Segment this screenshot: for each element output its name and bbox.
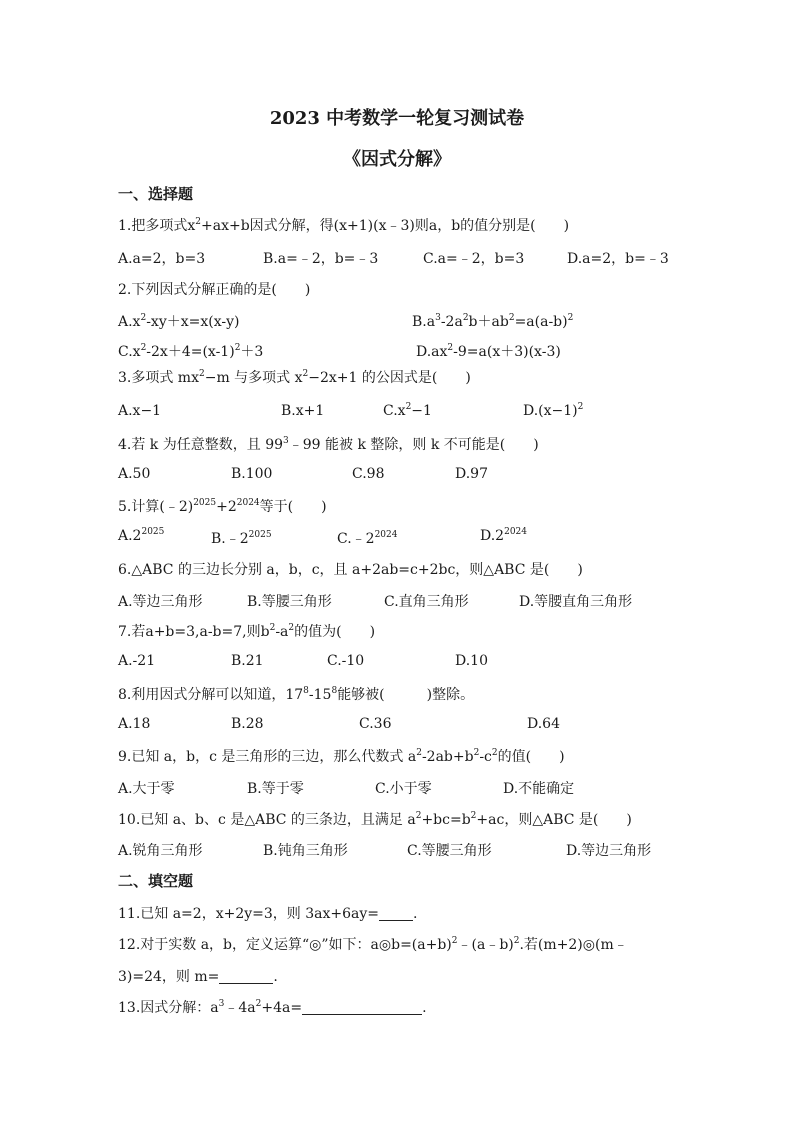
answer-blank[interactable] — [302, 1000, 422, 1015]
q5-option-a: $A.2^{2025}$ — [118, 527, 165, 544]
q6-option-c: C.直角三角形 — [384, 594, 469, 610]
q8-option-a: A.18 — [118, 716, 151, 732]
question-10: 10.已知 a、b、c 是△ABC 的三条边，且满足 $a^2+bc=b^2+ac$，则△ABC 是( ) — [118, 811, 632, 828]
q5-option-c: $C.﹣2^{2024}$ — [337, 530, 398, 547]
answer-blank[interactable] — [219, 969, 273, 984]
q4-option-d: D.97 — [455, 466, 488, 482]
q10-option-d: D.等边三角形 — [566, 843, 652, 859]
answer-blank[interactable] — [379, 906, 413, 921]
q7-option-a: A.-21 — [118, 653, 156, 669]
q2-option-c: $C.x^2-2x+4=(x-1)^2+3$ — [118, 343, 264, 360]
question-8: 8.利用因式分解可以知道，$17^8-15^8$能够被( )整除。 — [118, 686, 475, 703]
q4-option-a: A.50 — [118, 466, 151, 482]
q2-option-a: $A.x^2-xy+x=x(x-y)$ — [118, 313, 240, 330]
q3-option-b: B.x+1 — [281, 403, 325, 419]
q4-option-c: C.98 — [352, 466, 385, 482]
q7-option-d: D.10 — [455, 653, 488, 669]
q7-option-b: B.21 — [231, 653, 264, 669]
q1-option-a: A.a=2，b=3 — [118, 251, 206, 267]
question-7: 7.若a+b=3,a-b=7,则$b^2-a^2$的值为( ) — [118, 623, 376, 640]
question-5: 5.计算$(﹣2)^{2025}+2^{2024}$等于( ) — [118, 498, 327, 515]
q8-option-c: C.36 — [359, 716, 392, 732]
q6-option-d: D.等腰直角三角形 — [519, 594, 633, 610]
q1-option-d: D.a=2，b=﹣3 — [567, 251, 669, 267]
q9-option-d: D.不能确定 — [503, 781, 575, 797]
q3-option-a: A.x−1 — [118, 403, 162, 419]
exam-subtitle: 《因式分解》 — [343, 149, 451, 170]
q5-option-d: $D.2^{2024}$ — [480, 527, 527, 544]
question-4: 4.若 k 为任意整数，且 $99^3﹣99$ 能被 k 整除，则 k 不可能是( ) — [118, 436, 539, 453]
question-9: 9.已知 a，b，c 是三角形的三边，那么代数式 $a^2-2ab+b^2-c^2$的值( ) — [118, 748, 565, 765]
q4-option-b: B.100 — [231, 466, 273, 482]
question-3: 3.多项式 $mx^2-m$ 与多项式 $x^2-2x+1$ 的公因式是( ) — [118, 369, 471, 386]
q3-option-d: $D.(x-1)^2$ — [523, 402, 584, 419]
q7-option-c: C.-10 — [327, 653, 365, 669]
q6-option-b: B.等腰三角形 — [247, 594, 332, 610]
q2-option-d: $D.ax^2-9=a(x+3)(x-3)$ — [416, 343, 561, 360]
q10-option-a: A.锐角三角形 — [118, 843, 203, 859]
q10-option-c: C.等腰三角形 — [407, 843, 492, 859]
q1-option-c: C.a=﹣2，b=3 — [423, 251, 525, 267]
question-11: 11.已知 a=2，x+2y=3，则 3ax+6ay= . — [118, 906, 418, 922]
q5-option-b: $B.﹣2^{2025}$ — [211, 530, 272, 547]
q3-option-c: $C.x^2-1$ — [383, 402, 432, 419]
q2-option-b: $B.a^3-2a^2b+ab^2=a(a-b)^2$ — [412, 313, 574, 330]
q1-option-b: B.a=﹣2，b=﹣3 — [263, 251, 379, 267]
question-13: 13.因式分解：$a^3﹣4a^2+4a=$ . — [118, 999, 427, 1016]
q8-option-d: D.64 — [527, 716, 560, 732]
q8-option-b: B.28 — [231, 716, 264, 732]
section-heading-fill: 二、填空题 — [118, 872, 194, 890]
q6-option-a: A.等边三角形 — [118, 594, 203, 610]
question-6: 6.△ABC 的三边长分别 a，b，c，且 a+2ab=c+2bc，则△ABC 是( ) — [118, 562, 583, 578]
question-1: 1.把多项式$x^2+ax+b$因式分解，得(x+1)(x﹣3)则a，b的值分别是( ) — [118, 217, 570, 234]
q9-option-b: B.等于零 — [247, 781, 304, 797]
question-2: 2.下列因式分解正确的是( ) — [118, 282, 311, 298]
section-heading-choice: 一、选择题 — [118, 185, 194, 203]
exam-title: 2023 中考数学一轮复习测试卷 — [269, 108, 525, 129]
q9-option-a: A.大于零 — [118, 781, 175, 797]
question-12-line-2: 3)=24，则 m= . — [118, 969, 278, 985]
question-12-line-1: 12.对于实数 a，b，定义运算“◎”如下：$a◎b=(a+b)^2﹣(a﹣b)^2$.若(m+2)◎(m﹣ — [118, 936, 628, 953]
q9-option-c: C.小于零 — [375, 781, 432, 797]
q10-option-b: B.钝角三角形 — [263, 843, 348, 859]
